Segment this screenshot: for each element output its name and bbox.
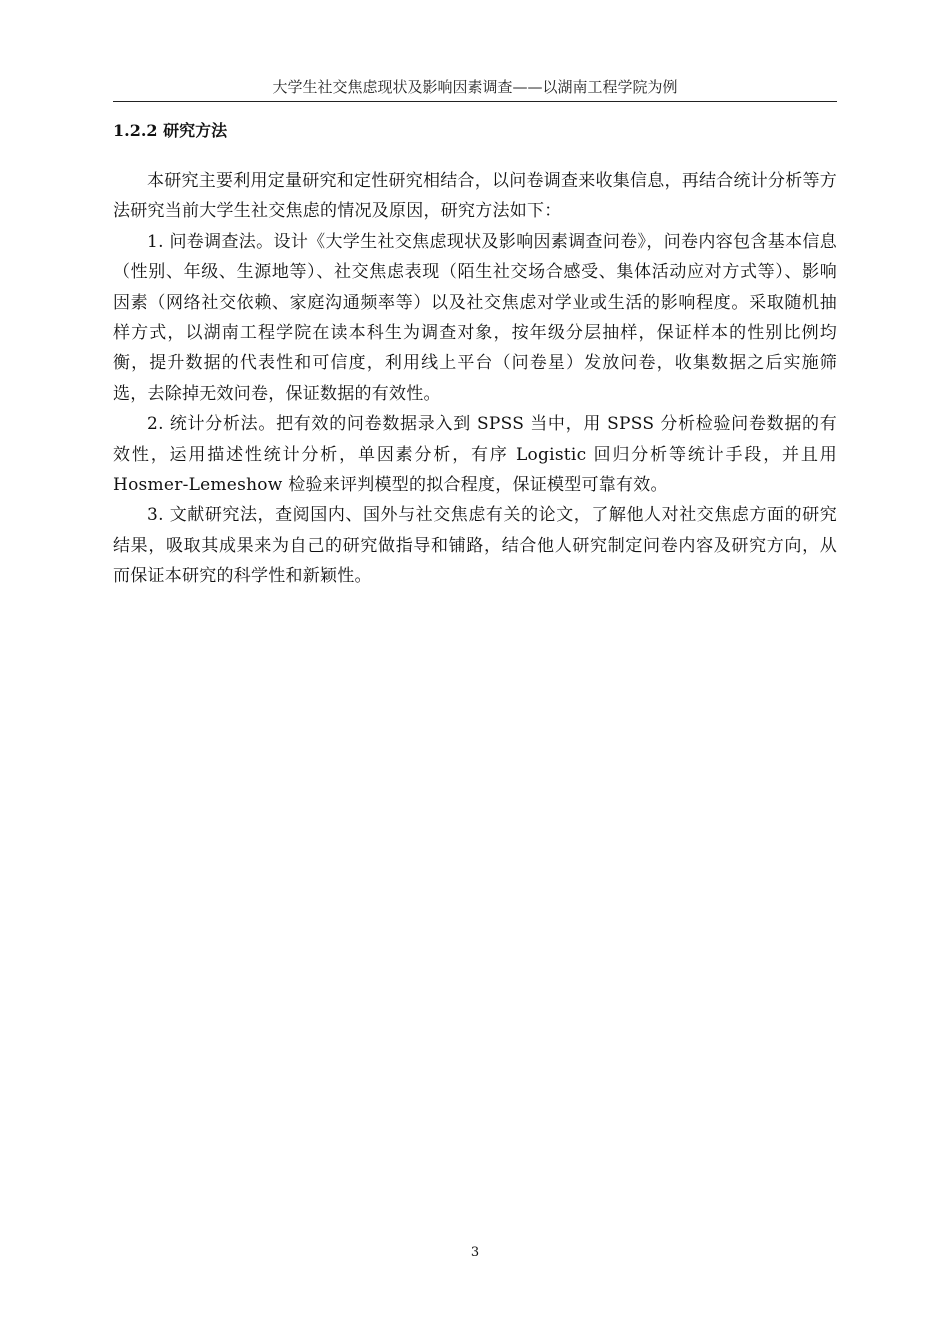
paragraph-intro: 本研究主要利用定量研究和定性研究相结合，以问卷调查来收集信息，再结合统计分析等方法研究当前大学生社交焦虑的情况及原因，研究方法如下： [113, 171, 837, 222]
paragraph-questionnaire-method: 1. 问卷调查法。设计《大学生社交焦虑现状及影响因素调查问卷》，问卷内容包含基本信息（性别、年级、生源地等）、社交焦虑表现（陌生社交场合感受、集体活动应对方式等）、影响因素（网络社交依赖、家庭沟通频率等）以及社交焦虑对学业或生活的影响程度。采取随机抽样方式，以湖南工程学院在读本科生为调查对象，按年级分层抽样，保证样本的性别比例均衡，提升数据的代表性和可信度，利用线上平台（问卷星）发放问卷，收集数据之后实施筛选，去除掉无效问卷，保证数据的有效性。 [113, 231, 837, 404]
section-heading: 1.2.2 研究方法 [113, 121, 228, 140]
paragraph-literature-method: 3. 文献研究法，查阅国内、国外与社交焦虑有关的论文，了解他人对社交焦虑方面的研究结果，吸取其成果来为自己的研究做指导和铺路，结合他人研究制定问卷内容及研究方向，从而保证本研究的科学性和新颖性。 [113, 505, 837, 587]
section-body [113, 166, 837, 592]
header-divider [113, 101, 837, 102]
paragraph-statistical-method: 2. 统计分析法。把有效的问卷数据录入到 SPSS 当中，用 SPSS 分析检验问卷数据的有效性，运用描述性统计分析，单因素分析，有序 Logistic 回归分析等统计手段，并且用 Hosmer-Lemeshow 检验来评判模型的拟合程度，保证模型可靠有效。 [113, 414, 837, 496]
running-header: 大学生社交焦虑现状及影响因素调查——以湖南工程学院为例 [272, 78, 678, 96]
page-number: 3 [470, 1245, 480, 1260]
